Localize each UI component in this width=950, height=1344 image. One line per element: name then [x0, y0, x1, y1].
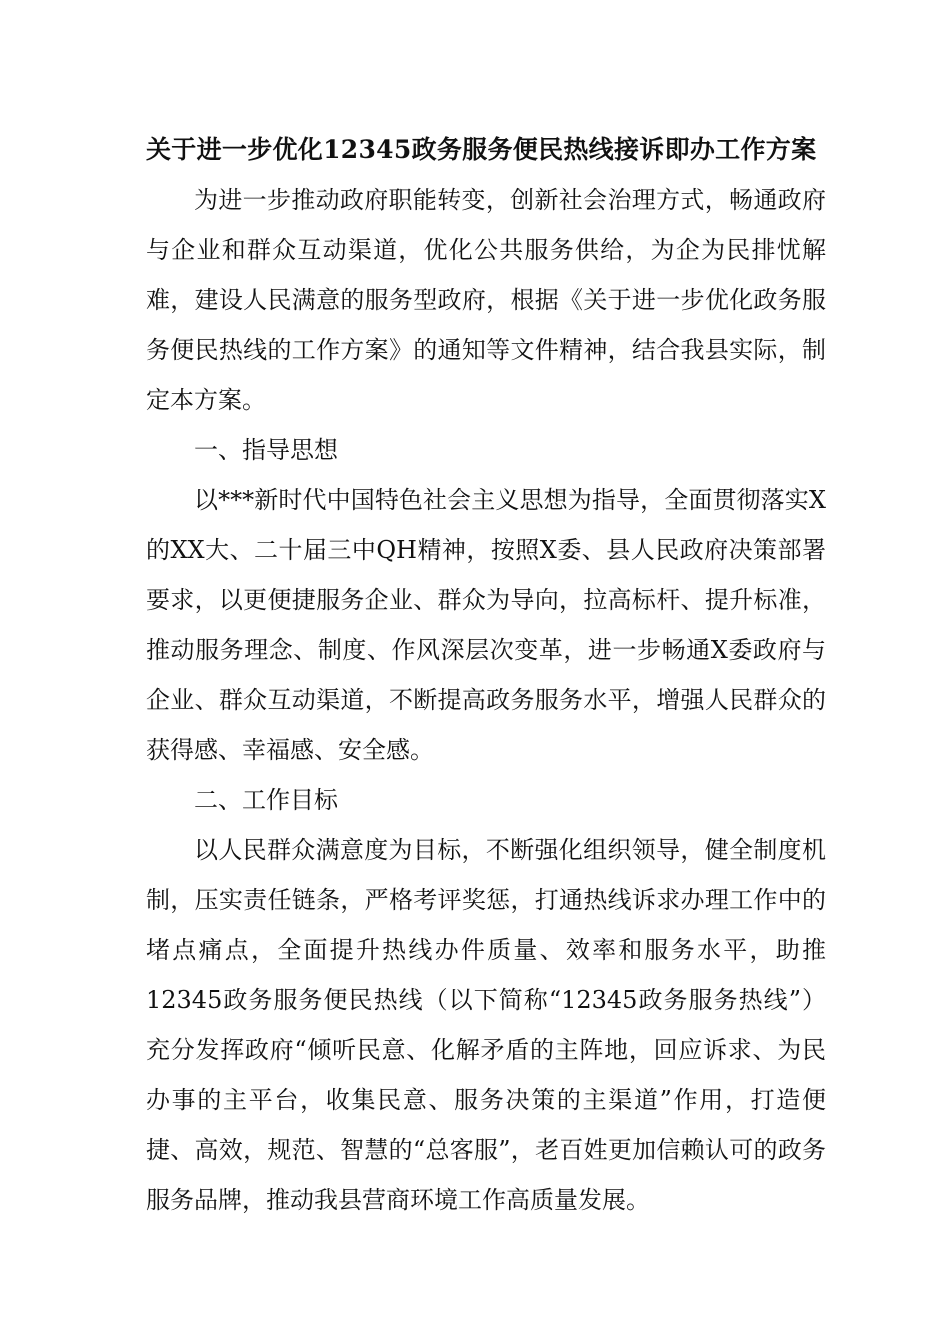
guiding-ideology-paragraph: 以***新时代中国特色社会主义思想为指导，全面贯彻落实X的XX大、二十届三中QH精神，按照X委、县人民政府决策部署要求，以更便捷服务企业、群众为导向，拉高标杆、提升标准，推动服务理念、制度、作风深层次变革，进一步畅通X委政府与企业、群众互动渠道，不断提高政务服务水平，增强人民群众的获得感、幸福感、安全感。 [146, 486, 826, 764]
document-body [146, 175, 826, 1225]
section-heading-work-goals: 二、工作目标 [194, 786, 338, 814]
section-heading-guiding-ideology: 一、指导思想 [194, 436, 338, 464]
work-goals-paragraph: 以人民群众满意度为目标，不断强化组织领导，健全制度机制，压实责任链条，严格考评奖惩，打通热线诉求办理工作中的堵点痛点，全面提升热线办件质量、效率和服务水平，助推12345政务服务便民热线（以下简称“12345政务服务热线”）充分发挥政府“倾听民意、化解矛盾的主阵地，回应诉求、为民办事的主平台，收集民意、服务决策的主渠道”作用，打造便捷、高效，规范、智慧的“总客服”，老百姓更加信赖认可的政务服务品牌，推动我县营商环境工作高质量发展。 [146, 836, 826, 1214]
intro-paragraph: 为进一步推动政府职能转变，创新社会治理方式，畅通政府与企业和群众互动渠道，优化公共服务供给，为企为民排忧解难，建设人民满意的服务型政府，根据《关于进一步优化政务服务便民热线的工作方案》的通知等文件精神，结合我县实际，制定本方案。 [146, 186, 826, 414]
document-title: 关于进一步优化12345政务服务便民热线接诉即办工作方案 [146, 135, 817, 164]
